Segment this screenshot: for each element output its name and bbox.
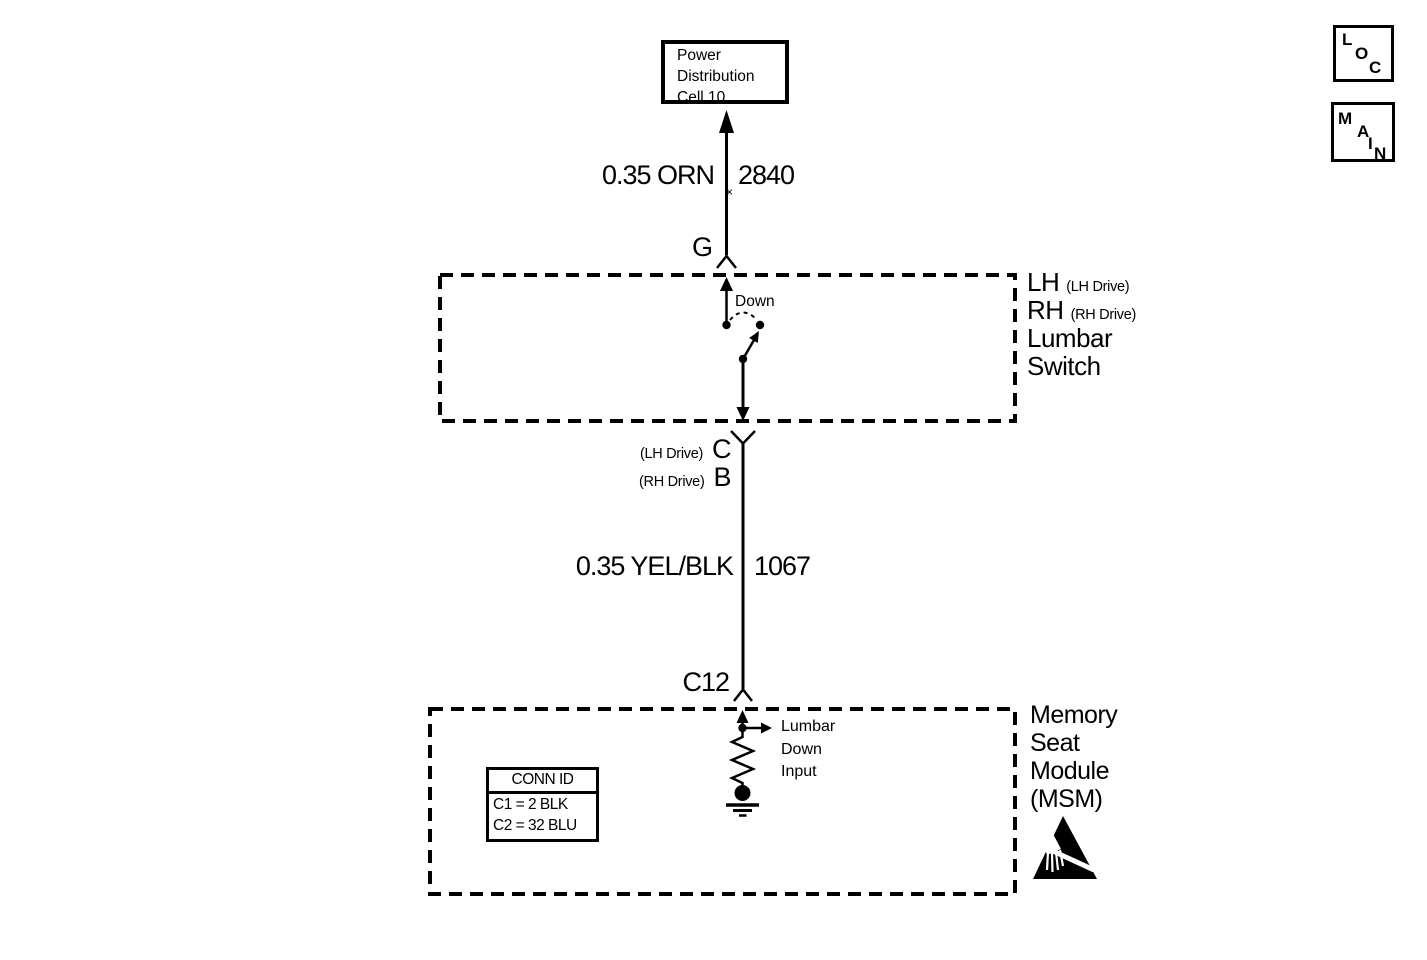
pin-c-drive-note: (LH Drive) <box>639 446 703 462</box>
power-box-line: Distribution <box>677 68 755 85</box>
connector-g-pin-label: G <box>692 232 713 262</box>
arrow-right-icon <box>761 723 772 734</box>
main-letter: I <box>1368 134 1373 153</box>
power-box-line: Power <box>677 47 721 64</box>
resistor-icon <box>732 730 753 786</box>
switch-direction-label: Down <box>735 293 775 310</box>
switch-name-rh-drive: (RH Drive) <box>1070 307 1137 323</box>
msm-name-line: (MSM) <box>1030 785 1103 813</box>
conn-id-table <box>486 767 599 842</box>
pin-b-label: B <box>713 462 731 492</box>
switch-pin-b-row <box>480 462 731 493</box>
switch-name-rh: RH <box>1027 295 1064 325</box>
conn-id-row: C1 = 2 BLK <box>493 796 568 813</box>
connector-c12-chevron-icon <box>734 690 752 702</box>
input-label-line: Down <box>781 740 822 758</box>
connector-g-chevron-icon <box>717 256 736 268</box>
switch-contact-dot <box>722 321 730 329</box>
switch-pin-c-row <box>480 434 731 465</box>
ground-terminal-dot <box>735 785 751 801</box>
wire-yelblk-label: 0.35 YEL/BLK <box>575 551 733 581</box>
splice-x-mark: × <box>726 185 734 199</box>
wire-yelblk-circuit-number: 1067 <box>754 551 811 581</box>
connector-cb-chevron-icon <box>731 431 755 444</box>
switch-name-lh-drive: (LH Drive) <box>1066 279 1130 295</box>
input-label-line: Input <box>781 763 817 780</box>
arrow-down-icon <box>737 407 750 421</box>
main-letter: A <box>1357 122 1370 141</box>
input-label-line: Lumbar <box>781 718 836 735</box>
conn-id-row: C2 = 32 BLU <box>493 817 577 834</box>
memory-seat-module-name <box>1030 701 1117 813</box>
switch-name-switch: Switch <box>1027 351 1101 381</box>
pin-b-drive-note: (RH Drive) <box>639 474 705 490</box>
loc-letter: L <box>1342 30 1353 49</box>
switch-name-lh: LH <box>1027 267 1060 297</box>
msm-name-line: Memory <box>1030 701 1118 729</box>
switch-contact-dot <box>756 321 764 329</box>
main-letter: M <box>1338 109 1353 128</box>
power-box-line: Cell 10 <box>677 89 726 106</box>
switch-travel-arc <box>730 313 757 321</box>
wire-orn-circuit-number: 2840 <box>738 160 795 190</box>
main-nav-button[interactable] <box>1331 102 1395 162</box>
lumbar-down-input-label <box>781 716 835 784</box>
esd-sensitive-icon <box>1033 816 1097 879</box>
loc-letter: C <box>1369 58 1382 77</box>
connector-c12-pin-label: C12 <box>682 667 729 697</box>
msm-name-line: Seat <box>1030 729 1080 757</box>
pin-c-label: C <box>712 434 731 464</box>
main-letter: N <box>1374 144 1387 163</box>
switch-name-lumbar: Lumbar <box>1027 323 1113 353</box>
loc-nav-button[interactable] <box>1333 25 1394 82</box>
msm-name-line: Module <box>1030 757 1109 785</box>
power-distribution-box <box>661 40 789 104</box>
loc-letter: O <box>1355 44 1369 63</box>
wire-orn-label: 0.35 ORN <box>601 160 714 190</box>
lumbar-switch-name <box>1027 268 1136 380</box>
conn-id-header: CONN ID <box>489 770 596 794</box>
